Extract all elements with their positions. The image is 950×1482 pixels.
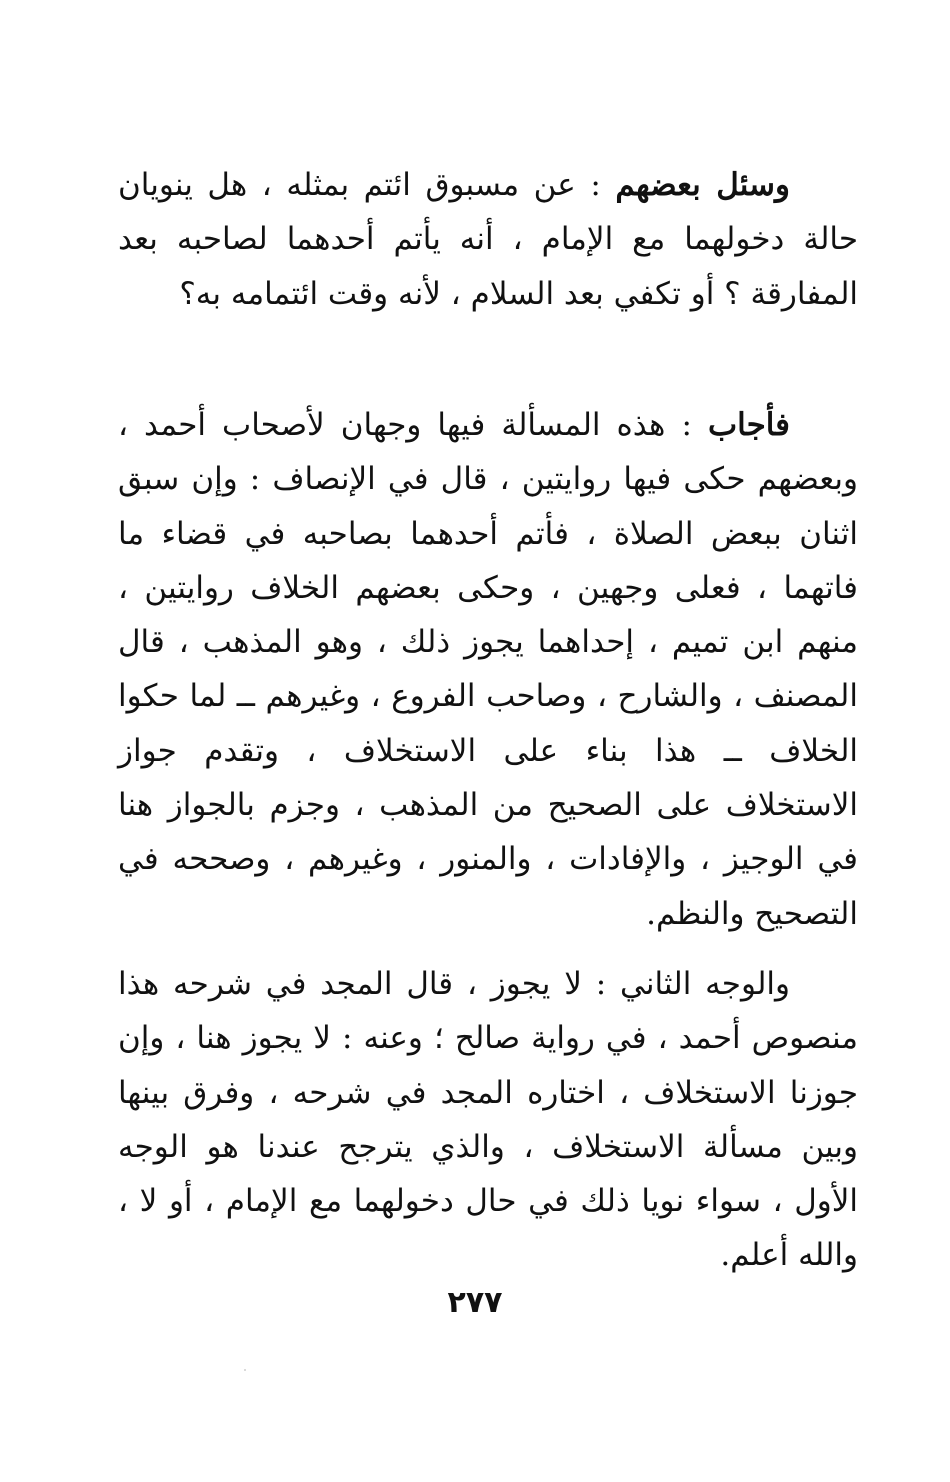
answer-text: : هذه المسألة فيها وجهان لأصحاب أحمد ، وبعضهم حكى فيها روايتين ، قال في الإنصاف : وإن سبق اثنان ببعض الصلاة ، فأتم أحدهما بصاحبه في قضاء ما فاتهما ، فعلى وجهين ، وحكى بعضهم الخلاف روايتين ، منهم ابن تميم ، إحداهما يجوز ذلك ، وهو المذهب ، قال المصنف ، والشارح ، وصاحب الفروع ، وغيرهم ــ لما حكوا الخلاف ــ هذا بناء على الاستخلاف ، وتقدم جواز الاستخلاف على الصحيح من المذهب ، وجزم بالجواز هنا في الوجيز ، والإفادات ، والمنور ، وغيرهم ، وصححه في التصحيح والنظم.: [118, 407, 858, 932]
print-speck: [244, 1369, 246, 1371]
question-lead: وسئل بعضهم: [615, 167, 790, 203]
page-number: ٢٧٧: [447, 1285, 503, 1320]
answer-lead: فأجاب: [707, 407, 790, 443]
question-paragraph: [118, 158, 858, 321]
second-view-paragraph: [118, 957, 858, 1283]
second-view-text: والوجه الثاني : لا يجوز ، قال المجد في شرحه هذا منصوص أحمد ، في رواية صالح ؛ وعنه : لا يجوز هنا ، وإن جوزنا الاستخلاف ، اختاره المجد في شرحه ، وفرق بينها وبين مسألة الاستخلاف ، والذي يترجح عندنا هو الوجه الأول ، سواء نويا ذلك في حال دخولهما مع الإمام ، أو لا ، والله أعلم.: [118, 966, 858, 1274]
answer-paragraph: [118, 398, 858, 941]
question-text: : عن مسبوق ائتم بمثله ، هل ينويان حالة دخولهما مع الإمام ، أنه يأتم أحدهما لصاحبه بعد المفارقة ؟ أو تكفي بعد السلام ، لأنه وقت ائتمامه به؟: [118, 167, 858, 312]
